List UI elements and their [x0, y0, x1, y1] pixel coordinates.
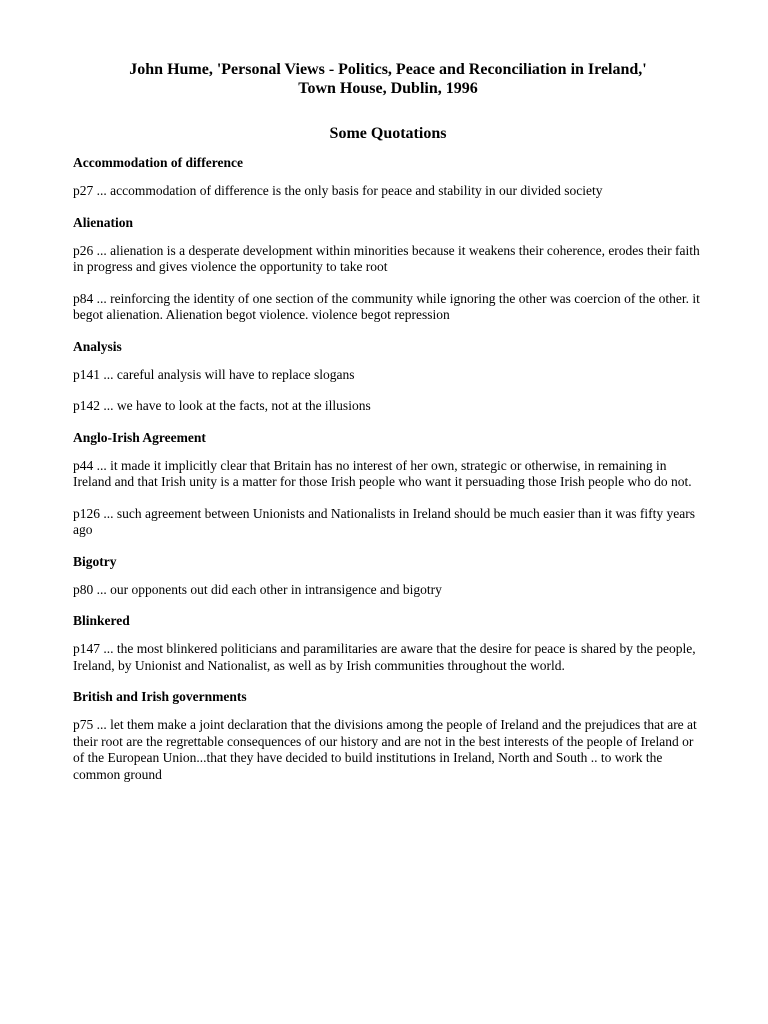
- quotation: p141 ... careful analysis will have to replace slogans: [73, 366, 355, 382]
- quotations-list: [73, 155, 703, 783]
- document-title: [73, 60, 703, 98]
- topic-heading: Blinkered: [73, 613, 130, 628]
- quotation: p80 ... our opponents out did each other in intransigence and bigotry: [73, 581, 442, 597]
- quotation: p126 ... such agreement between Unionists and Nationalists in Ireland should be much easier than it was fifty years ago: [73, 505, 695, 537]
- quotation: p147 ... the most blinkered politicians and paramilitaries are aware that the desire for peace is shared by the people, Ireland, by Unionist and Nationalist, as well as by Irish communities throughout the world.: [73, 641, 696, 673]
- topic-heading: Anglo-Irish Agreement: [73, 429, 206, 445]
- topic-heading: British and Irish governments: [73, 689, 247, 704]
- topic-heading: Analysis: [73, 338, 122, 354]
- document-page: [73, 60, 703, 798]
- topic-heading: Alienation: [73, 214, 134, 230]
- section-title: Some Quotations: [329, 125, 447, 142]
- title-line-1: John Hume, 'Personal Views - Politics, Peace and Reconciliation in Ireland,': [129, 61, 647, 78]
- quotation: p44 ... it made it implicitly clear that Britain has no interest of her own, strategic or otherwise, in remaining in Ireland and that Irish unity is a matter for those Irish people who want it persuading those Irish people who do not.: [73, 457, 692, 489]
- quotation: p75 ... let them make a joint declaration that the divisions among the people of Ireland and the prejudices that are at their root are the regrettable consequences of our history and are not in the best interests of the people of Ireland or of the European Union...that they have decided to build institutions in Ireland, North and South .. to work the common ground: [73, 717, 697, 782]
- quotation: p84 ... reinforcing the identity of one section of the community while ignoring the other was coercion of the other. it begot alienation. Alienation begot violence. violence begot repression: [73, 290, 700, 322]
- quotation: p27 ... accommodation of difference is the only basis for peace and stability in our divided society: [73, 183, 603, 198]
- topic-heading: Accommodation of difference: [73, 155, 243, 170]
- title-line-2: Town House, Dublin, 1996: [298, 80, 478, 97]
- quotation: p142 ... we have to look at the facts, not at the illusions: [73, 398, 371, 413]
- quotation: p26 ... alienation is a desperate development within minorities because it weakens their coherence, erodes their faith in progress and gives violence the opportunity to take root: [73, 242, 700, 274]
- topic-heading: Bigotry: [73, 553, 117, 569]
